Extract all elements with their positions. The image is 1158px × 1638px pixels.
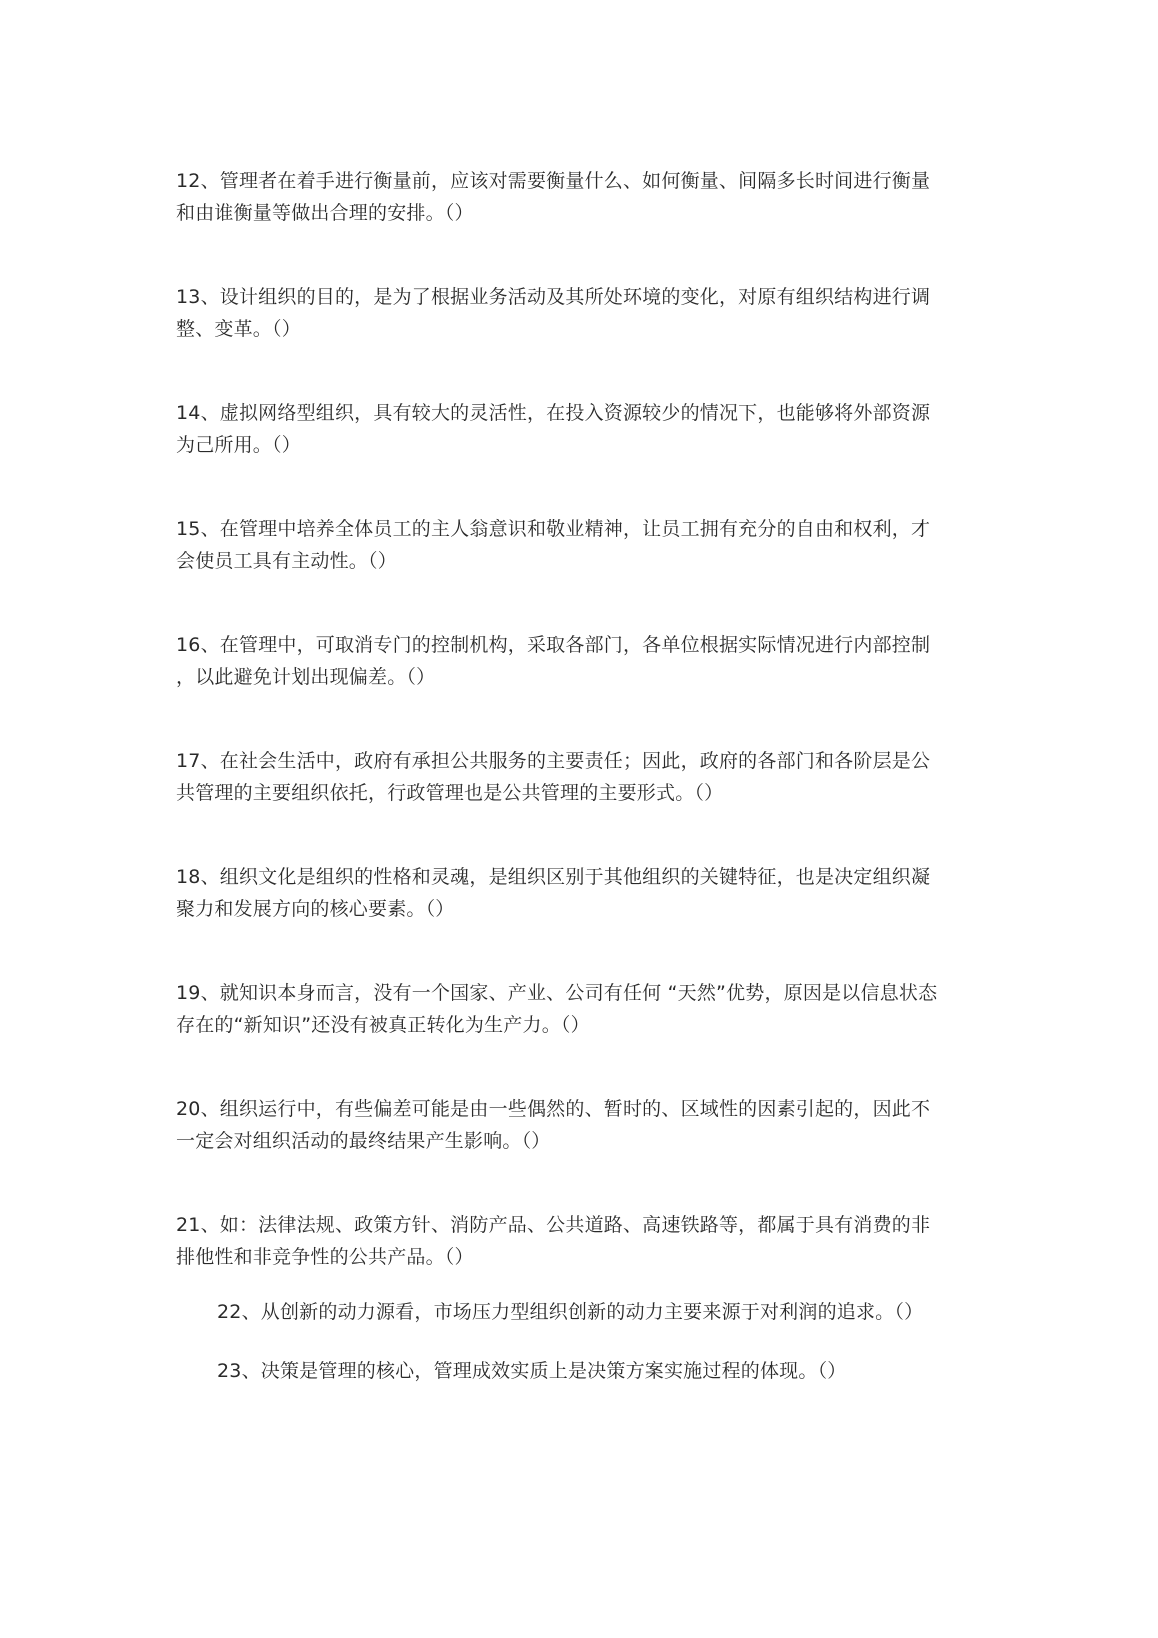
question-14: [176, 397, 976, 461]
question-line: 12、管理者在着手进行衡量前，应该对需要衡量什么、如何衡量、间隔多长时间进行衡量: [176, 170, 931, 192]
question-line: ，以此避免计划出现偏差。（）: [176, 666, 436, 688]
question-line: 排他性和非竞争性的公共产品。（）: [176, 1246, 474, 1268]
question-12: [176, 165, 976, 229]
question-20: [176, 1093, 976, 1157]
question-15: [176, 513, 976, 577]
question-line: 13、设计组织的目的，是为了根据业务活动及其所处环境的变化，对原有组织结构进行调: [176, 286, 931, 308]
question-13: [176, 281, 976, 345]
question-line: 为己所用。（）: [176, 434, 301, 456]
question-line: 21、如：法律法规、政策方针、消防产品、公共道路、高速铁路等，都属于具有消费的非: [176, 1214, 931, 1236]
question-line: 一定会对组织活动的最终结果产生影响。（）: [176, 1130, 551, 1152]
question-19: [176, 977, 976, 1041]
question-23: [217, 1355, 997, 1387]
question-22: [217, 1296, 997, 1328]
question-line: 和由谁衡量等做出合理的安排。（）: [176, 202, 474, 224]
question-line: 16、在管理中，可取消专门的控制机构，采取各部门，各单位根据实际情况进行内部控制: [176, 634, 931, 656]
question-line: 22、从创新的动力源看，市场压力型组织创新的动力主要来源于对利润的追求。（）: [217, 1301, 924, 1323]
question-21: [176, 1209, 976, 1273]
question-16: [176, 629, 976, 693]
question-line: 存在的“新知识”还没有被真正转化为生产力。（）: [176, 1014, 590, 1036]
question-line: 14、虚拟网络型组织，具有较大的灵活性，在投入资源较少的情况下，也能够将外部资源: [176, 402, 931, 424]
question-line: 整、变革。（）: [176, 318, 301, 340]
question-line: 18、组织文化是组织的性格和灵魂，是组织区别于其他组织的关键特征，也是决定组织凝: [176, 866, 931, 888]
question-line: 20、组织运行中，有些偏差可能是由一些偶然的、暂时的、区域性的因素引起的，因此不: [176, 1098, 931, 1120]
question-line: 23、决策是管理的核心，管理成效实质上是决策方案实施过程的体现。（）: [217, 1360, 847, 1382]
question-line: 15、在管理中培养全体员工的主人翁意识和敬业精神，让员工拥有充分的自由和权利，才: [176, 518, 931, 540]
question-line: 聚力和发展方向的核心要素。（）: [176, 898, 455, 920]
question-18: [176, 861, 976, 925]
question-line: 17、在社会生活中，政府有承担公共服务的主要责任；因此，政府的各部门和各阶层是公: [176, 750, 931, 772]
question-17: [176, 745, 976, 809]
question-line: 共管理的主要组织依托，行政管理也是公共管理的主要形式。（）: [176, 782, 724, 804]
question-line: 会使员工具有主动性。（）: [176, 550, 397, 572]
question-line: 19、就知识本身而言，没有一个国家、产业、公司有任何 “天然”优势，原因是以信息状态: [176, 982, 938, 1004]
